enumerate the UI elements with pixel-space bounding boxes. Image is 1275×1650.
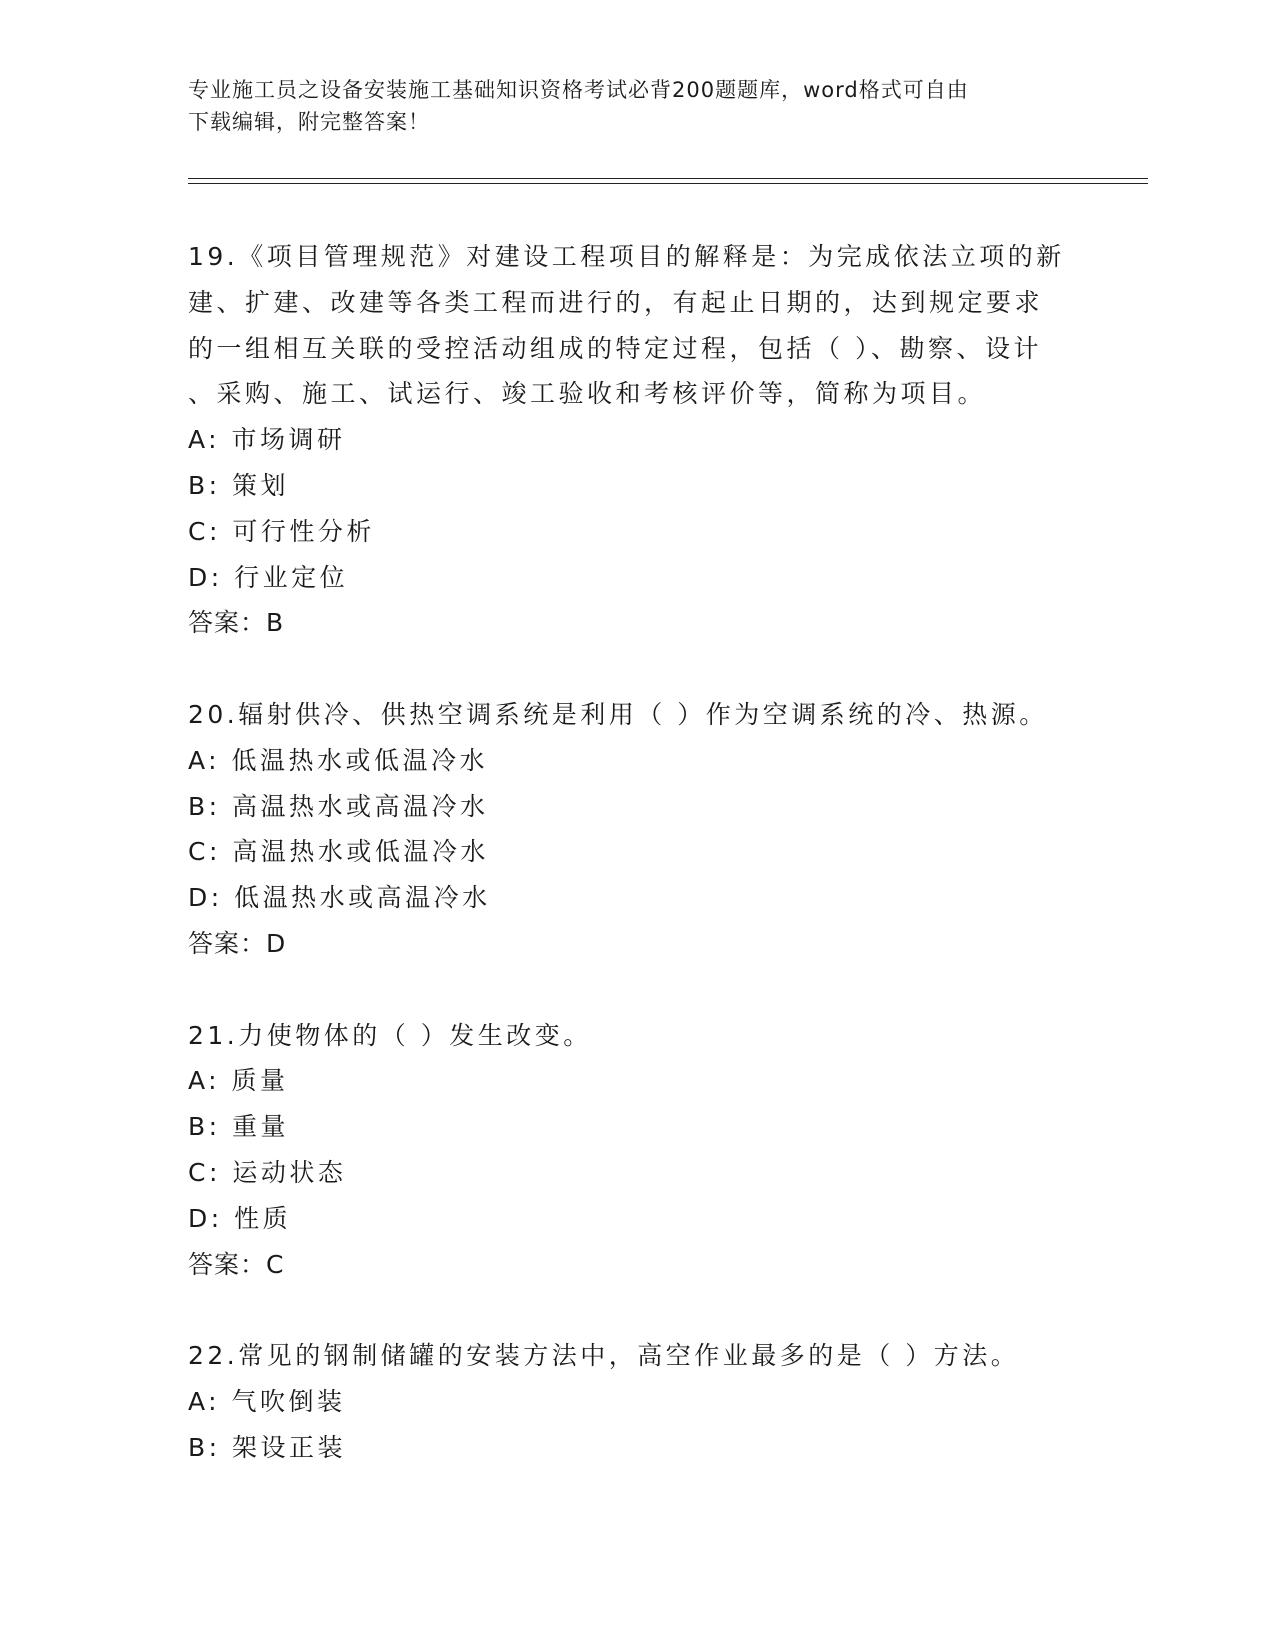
document-header [188, 74, 1088, 138]
option-a: A: 气吹倒装 [188, 1386, 346, 1416]
answer-label: 答案：B [188, 608, 285, 638]
answer-label: 答案：D [188, 928, 287, 958]
option-c: C: 高温热水或低温冷水 [188, 837, 489, 867]
option-b: B: 重量 [188, 1112, 290, 1142]
header-divider-top [188, 178, 1148, 179]
question-20 [188, 692, 1088, 967]
option-a: A: 市场调研 [188, 425, 346, 455]
option-b: B: 策划 [188, 470, 290, 500]
question-21 [188, 1013, 1088, 1288]
question-stem-line: 建、扩建、改建等各类工程而进行的，有起止日期的，达到规定要求 [188, 287, 1044, 317]
header-divider-bottom [188, 183, 1148, 184]
question-19 [188, 234, 1088, 646]
question-list [188, 234, 1088, 1471]
option-b: B: 架设正装 [188, 1432, 347, 1462]
question-stem [188, 1333, 1088, 1379]
question-stem-line: 19.《项目管理规范》对建设工程项目的解释是：为完成依法立项的新 [188, 242, 1065, 271]
question-stem-line: 、采购、施工、试运行、竣工验收和考核评价等，简称为项目。 [188, 379, 987, 409]
question-stem-line: 21.力使物体的（ ）发生改变。 [188, 1020, 592, 1050]
question-stem-line: 22.常见的钢制储罐的安装方法中，高空作业最多的是（ ）方法。 [188, 1341, 1020, 1371]
option-b: B: 高温热水或高温冷水 [188, 791, 489, 821]
question-stem-line: 的一组相互关联的受控活动组成的特定过程，包括（ ）、勘察、设计 [188, 333, 1042, 363]
option-d: D: 行业定位 [188, 562, 349, 592]
option-c: C: 运动状态 [188, 1157, 347, 1187]
question-stem [188, 234, 1088, 417]
header-line-1: 专业施工员之设备安装施工基础知识资格考试必背200题题库，word格式可自由 [188, 78, 969, 102]
option-d: D: 性质 [188, 1203, 292, 1233]
header-line-2: 下载编辑，附完整答案！ [188, 110, 430, 134]
option-c: C: 可行性分析 [188, 516, 375, 546]
question-stem [188, 1013, 1088, 1059]
option-a: A: 低温热水或低温冷水 [188, 745, 489, 775]
answer-label: 答案：C [188, 1249, 285, 1279]
question-stem-line: 20.辐射供冷、供热空调系统是利用（ ）作为空调系统的冷、热源。 [188, 699, 1048, 729]
question-22 [188, 1333, 1088, 1470]
option-a: A: 质量 [188, 1066, 289, 1096]
option-d: D: 低温热水或高温冷水 [188, 883, 491, 913]
question-stem [188, 692, 1088, 738]
